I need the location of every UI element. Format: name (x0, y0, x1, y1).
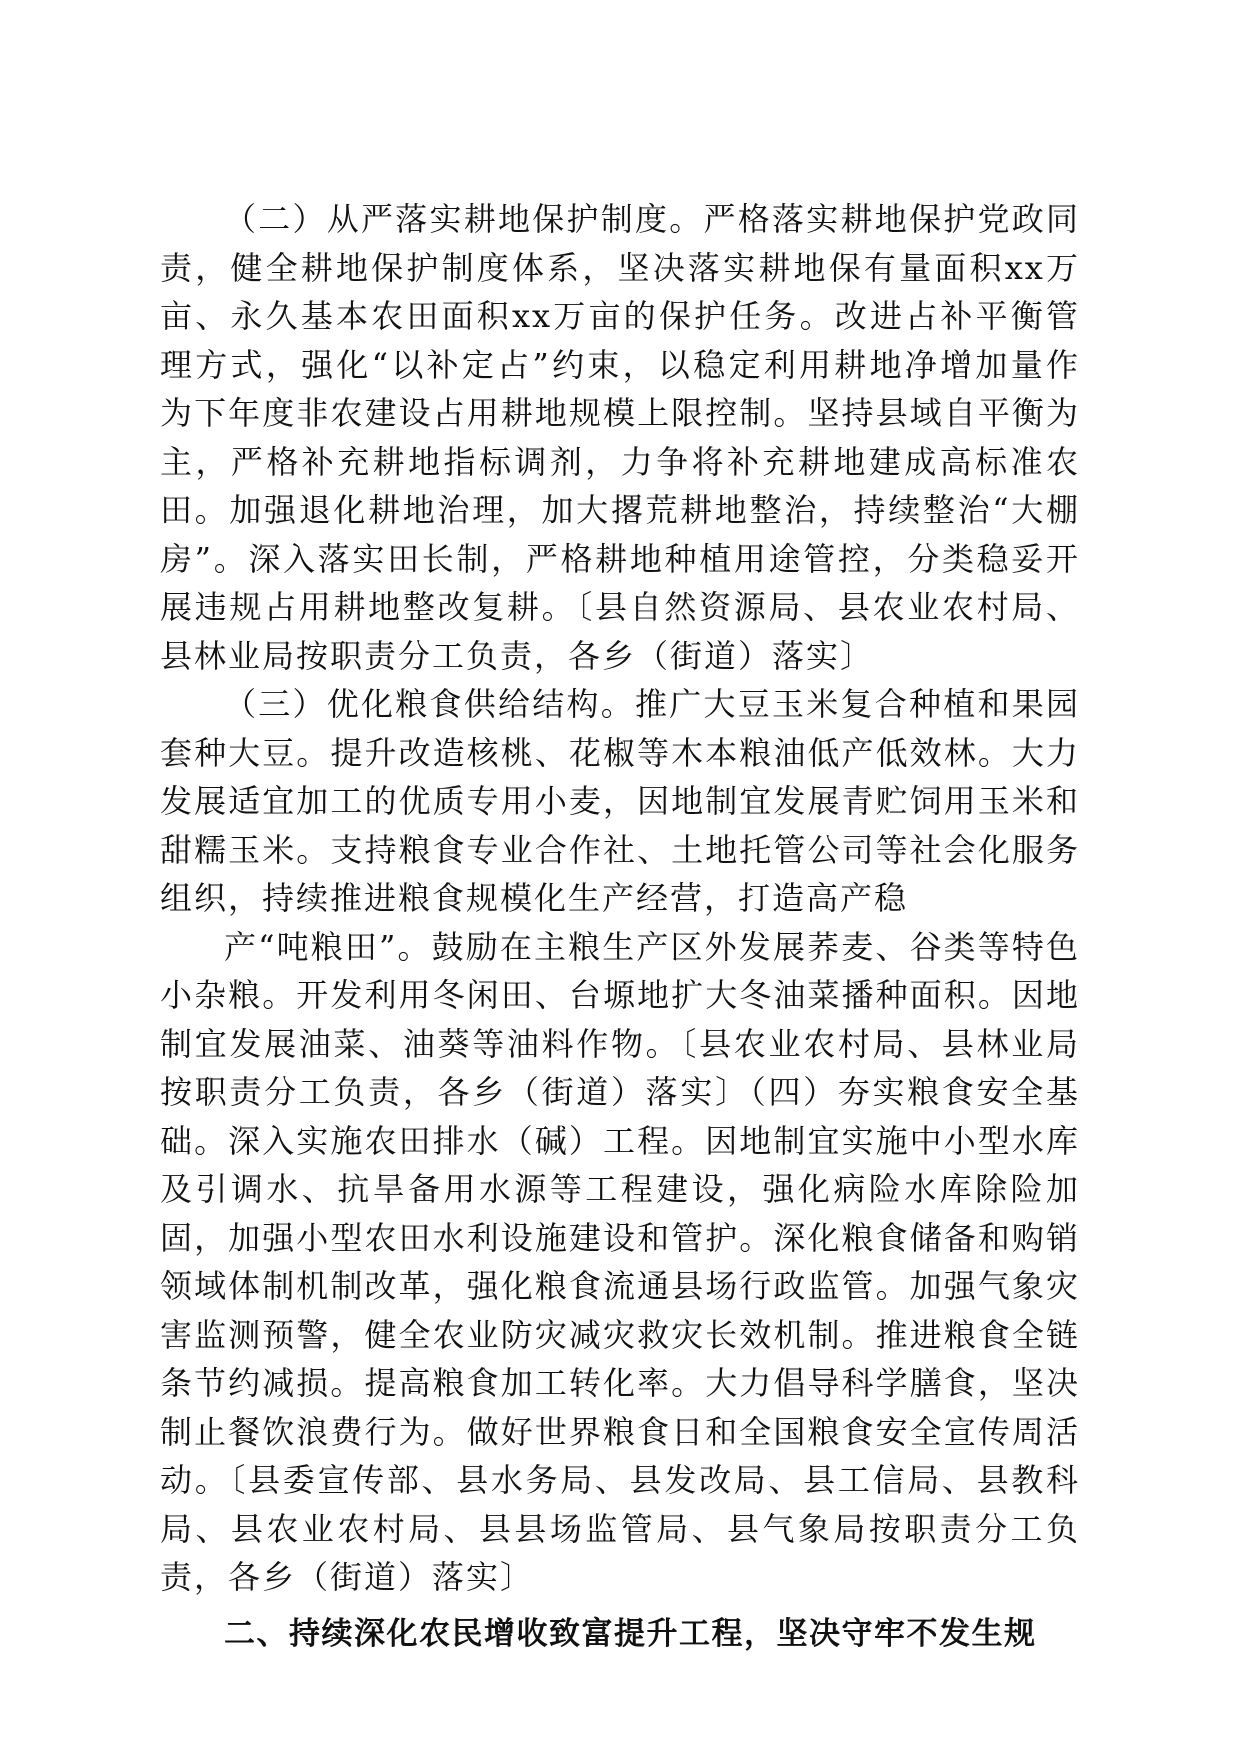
paragraph-grain-security-foundation: 产“吨粮田”。鼓励在主粮生产区外发展荞麦、谷类等特色小杂粮。开发利用冬闲田、台塬地扩大冬油菜播种面积。因地制宜发展油菜、油葵等油料作物。〔县农业农村局、县林业局按职责分工负责，各乡（街道）落实〕（四）夯实粮食安全基础。深入实施农田排水（碱）工程。因地制宜实施中小型水库及引调水、抗旱备用水源等工程建设，强化病险水库除险加固，加强小型农田水利设施建设和管护。深化粮食储备和购销领域体制机制改革，强化粮食流通县场行政监管。加强气象灾害监测预警，健全农业防灾减灾救灾长效机制。推进粮食全链条节约减损。提高粮食加工转化率。大力倡导科学膳食，坚决制止餐饮浪费行为。做好世界粮食日和全国粮食安全宣传周活动。〔县委宣传部、县水务局、县发改局、县工信局、县教科局、县农业农村局、县县场监管局、县气象局按职责分工负责，各乡（街道）落实〕 (160, 927, 1080, 1596)
section-heading-farmer-income: 二、持续深化农民增收致富提升工程，坚决守牢不发生规 (224, 1615, 1037, 1652)
paragraph-farmland-protection: （二）从严落实耕地保护制度。严格落实耕地保护党政同责，健全耕地保护制度体系，坚决落实耕地保有量面积xx万亩、永久基本农田面积xx万亩的保护任务。改进占补平衡管理方式，强化“以补定占”约束，以稳定利用耕地净增加量作为下年度非农建设占用耕地规模上限控制。坚持县域自平衡为主，严格补充耕地指标调剂，力争将补充耕地建成高标准农田。加强退化耕地治理，加大撂荒耕地整治，持续整治“大棚房”。深入落实田长制，严格耕地种植用途管控，分类稳妥开展违规占用耕地整改复耕。〔县自然资源局、县农业农村局、县林业局按职责分工负责，各乡（街道）落实〕 (160, 200, 1080, 675)
document-page (160, 195, 1080, 1658)
paragraph-grain-supply-structure: （三）优化粮食供给结构。推广大豆玉米复合种植和果园套种大豆。提升改造核桃、花椒等木本粮油低产低效林。大力发展适宜加工的优质专用小麦，因地制宜发展青贮饲用玉米和甜糯玉米。支持粮食专业合作社、土地托管公司等社会化服务组织，持续推进粮食规模化生产经营，打造高产稳 (160, 685, 1080, 917)
